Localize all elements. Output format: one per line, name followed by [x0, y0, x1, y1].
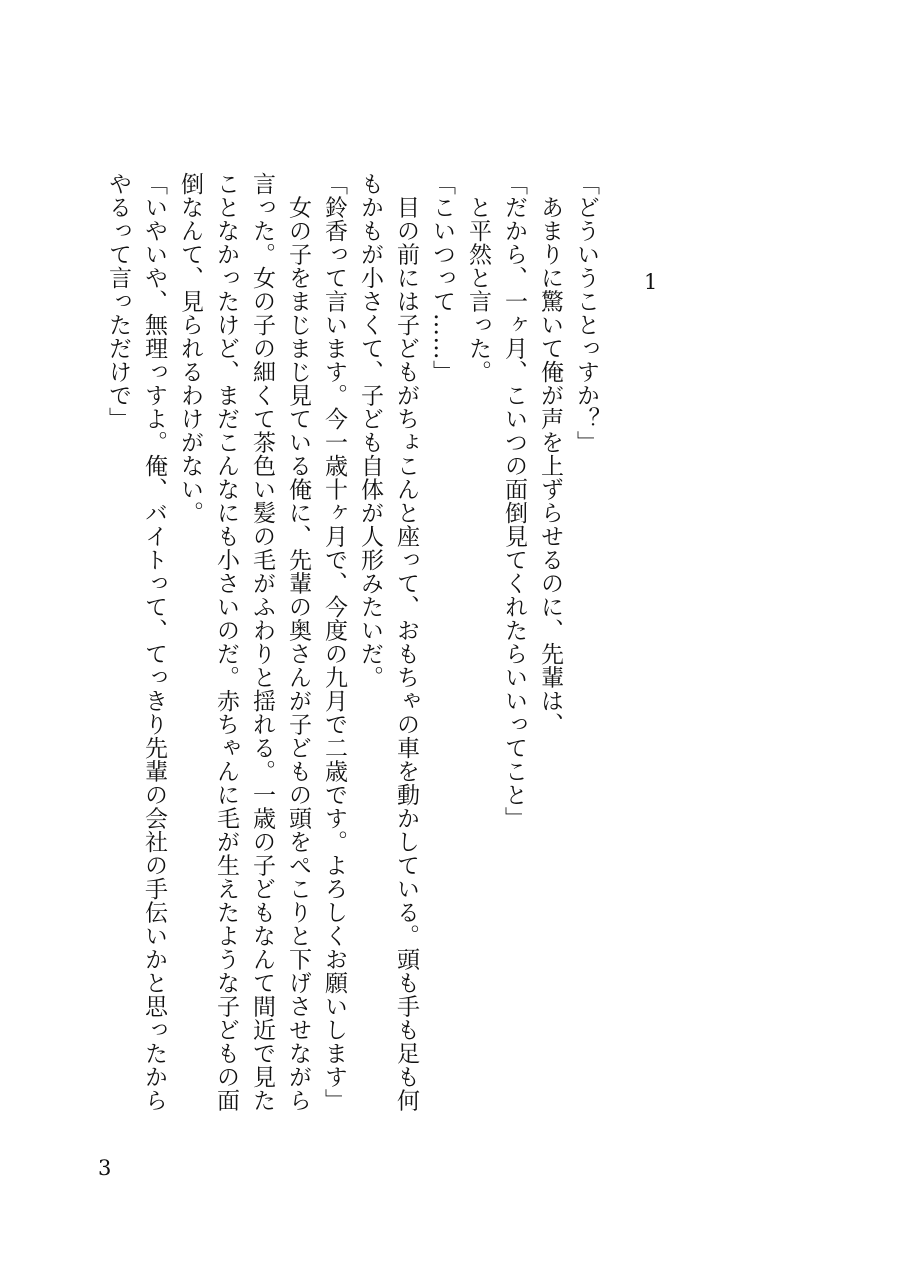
paragraph: 「だから、一ヶ月、こいつの面倒見てくれたらいいってこと」	[501, 172, 527, 830]
chapter-number: 1	[644, 270, 658, 294]
paragraph: 女の子をまじまじ見ている俺に、先輩の奥さんが子どもの頭をぺこりと下げさせながら言った。女の子の細くて茶色い髪の毛がふわりと揺れる。一歳の子どもなんて間近で見たことなかったけど、まだこんなにも小さいのだ。赤ちゃんに毛が生えたような子どもの面倒なんて、見られるわけがない。	[177, 172, 311, 1112]
paragraph: あまりに驚いて俺が声を上ずらせるのに、先輩は、	[537, 172, 563, 736]
paragraph: 目の前には子どもがちょこんと座って、おもちゃの車を動かしている。頭も手も足も何もかもが小さくて、子ども自体が人形みたいだ。	[357, 172, 419, 1112]
paragraph: 「どういうことっすか？」	[573, 172, 599, 454]
paragraph: 「いやいや、無理っすよ。俺、バイトって、てっきり先輩の会社の手伝いかと思ったからやるって言っただけで」	[105, 172, 167, 1112]
paragraph: 「こいつって……」	[429, 172, 455, 384]
page-number: 3	[98, 1156, 112, 1180]
paragraph: 「鈴香って言います。今一歳十ヶ月で、今度の九月で二歳です。よろしくお願いします」	[321, 172, 347, 1112]
body-text	[84, 172, 604, 1132]
paragraph: と平然と言った。	[465, 172, 491, 384]
